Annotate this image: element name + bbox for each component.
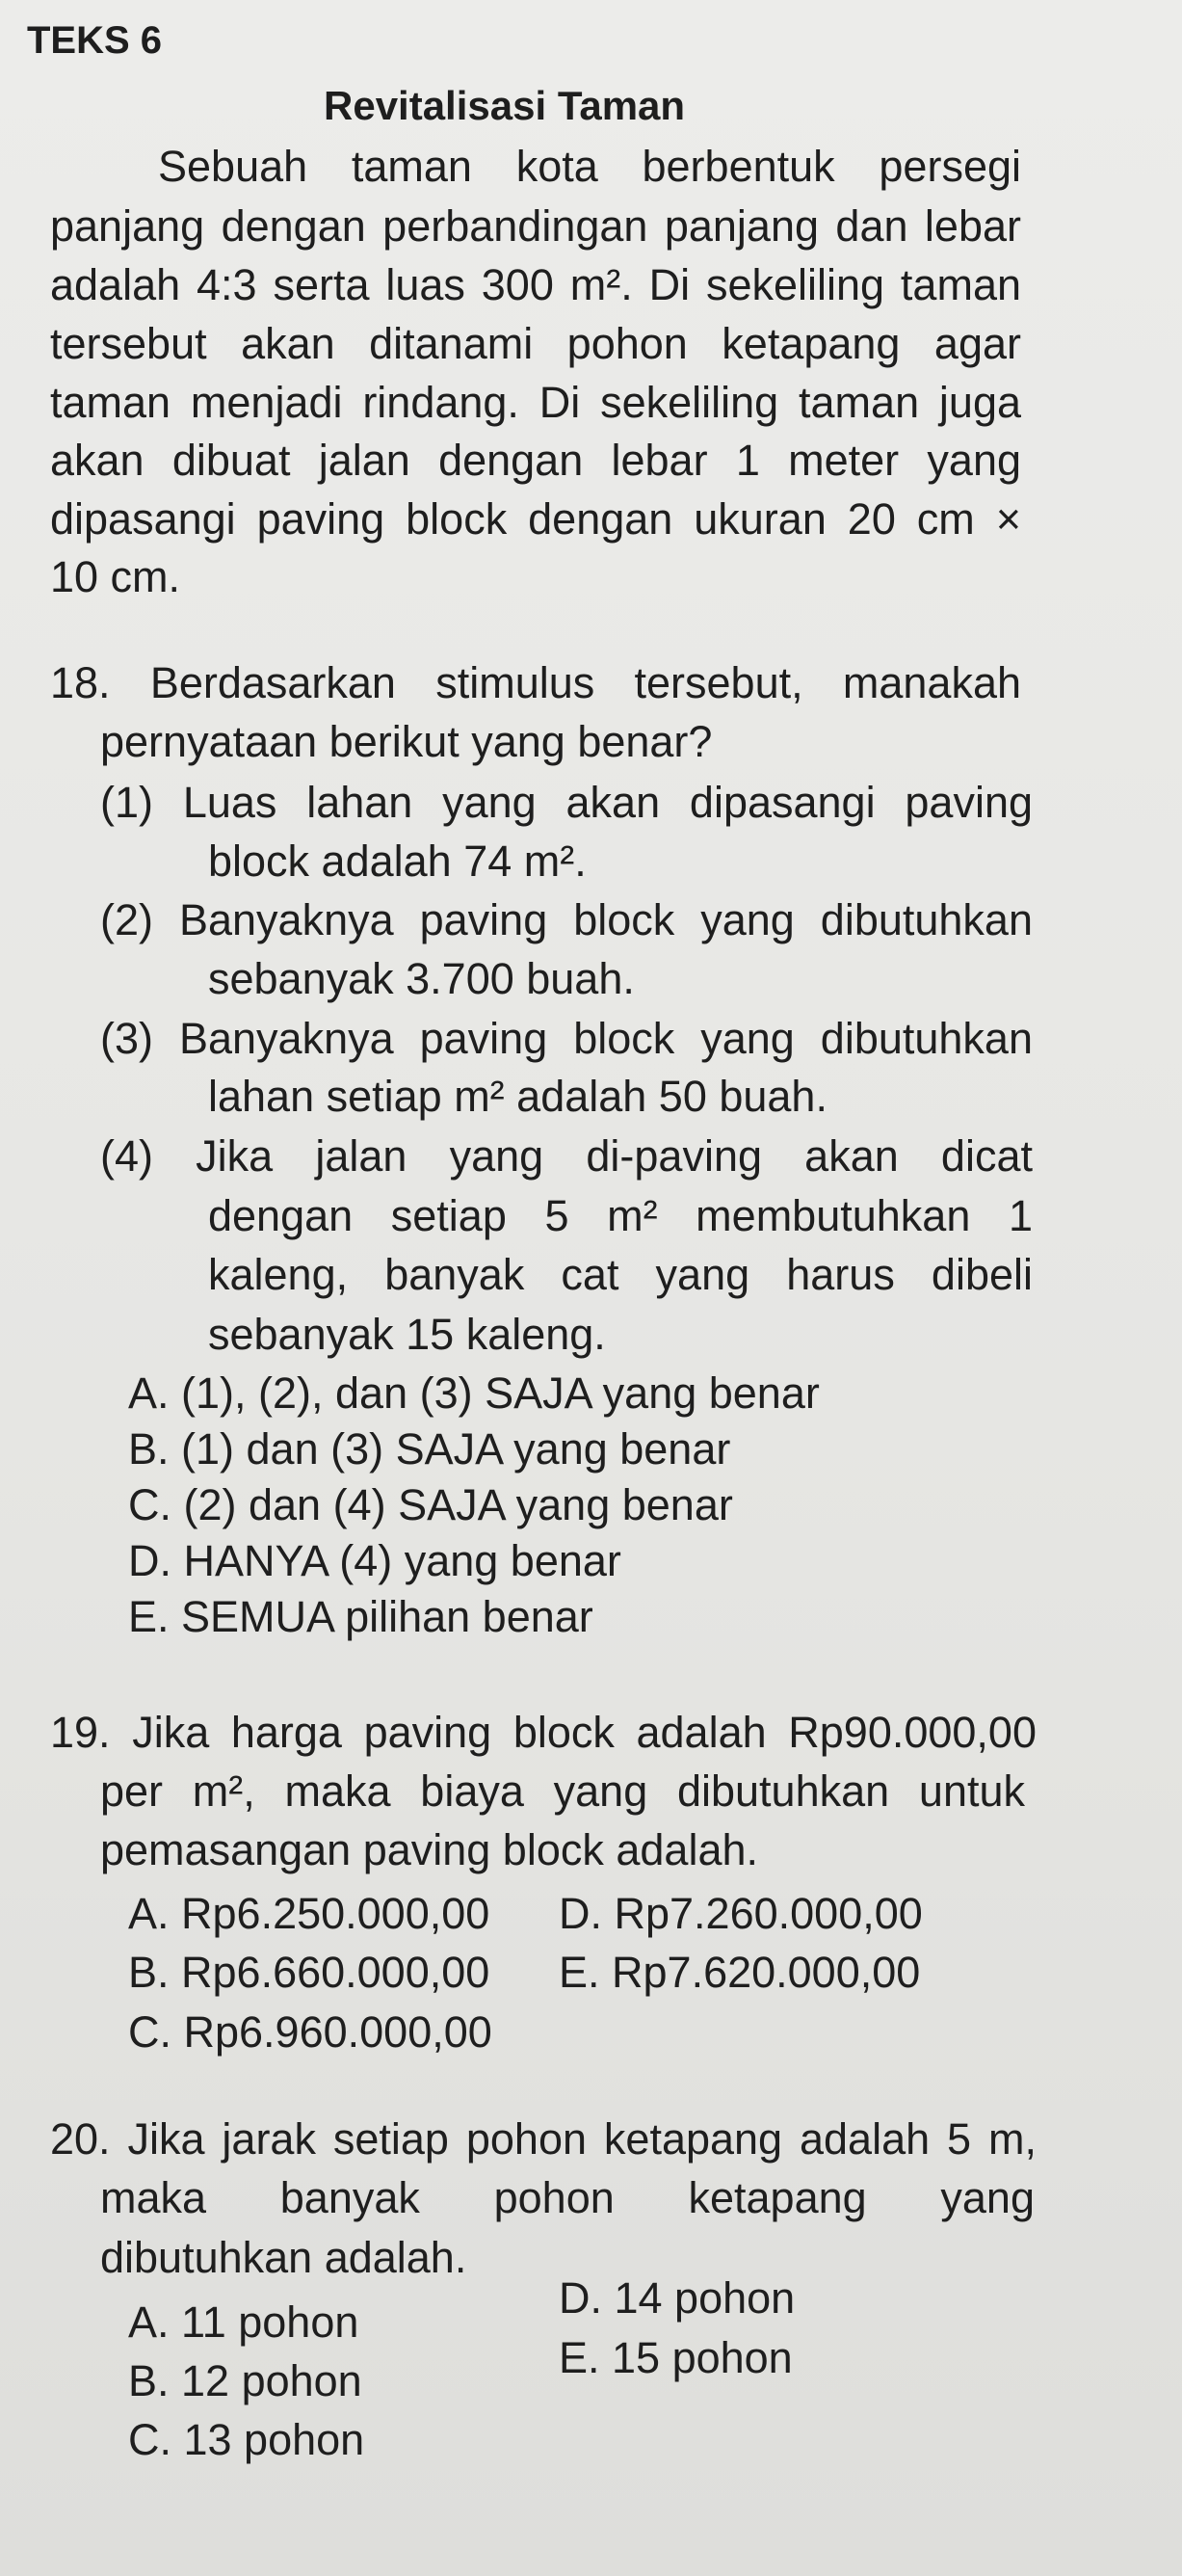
answer-option: D. 14 pohon — [559, 2273, 796, 2323]
stimulus-line: Sebuah taman kota berbentuk persegi — [158, 142, 1021, 191]
statement-line: (2) Banyaknya paving block yang dibutuhkan — [100, 895, 1033, 944]
statement-line: block adalah 74 m². — [208, 837, 587, 886]
stimulus-line: dipasangi paving block dengan ukuran 20 cm × — [50, 494, 1021, 544]
answer-option: E. 15 pohon — [559, 2333, 793, 2382]
section-label: TEKS 6 — [27, 19, 163, 62]
text-title: Revitalisasi Taman — [324, 83, 686, 128]
answer-option: A. Rp6.250.000,00 — [128, 1889, 490, 1938]
statement-line: kaleng, banyak cat yang harus dibeli — [208, 1250, 1033, 1299]
stimulus-line: 10 cm. — [50, 552, 181, 601]
statement-line: (1) Luas lahan yang akan dipasangi paving — [100, 778, 1033, 827]
statement-line: lahan setiap m² adalah 50 buah. — [208, 1072, 827, 1121]
stimulus-line: adalah 4:3 serta luas 300 m². Di sekeliling taman — [50, 260, 1021, 309]
statement-line: dengan setiap 5 m² membutuhkan 1 — [208, 1191, 1033, 1240]
question-20-stem: 20. Jika jarak setiap pohon ketapang adalah 5 m, — [50, 2114, 1037, 2164]
answer-option: A. (1), (2), dan (3) SAJA yang benar — [128, 1368, 820, 1418]
question-19-stem: per m², maka biaya yang dibutuhkan untuk — [100, 1766, 1025, 1816]
answer-option: E. SEMUA pilihan benar — [128, 1592, 593, 1641]
answer-option: B. 12 pohon — [128, 2356, 362, 2405]
stimulus-line: tersebut akan ditanami pohon ketapang agar — [50, 319, 1021, 368]
statement-line: (4) Jika jalan yang di-paving akan dicat — [100, 1131, 1033, 1181]
answer-option: B. Rp6.660.000,00 — [128, 1948, 490, 1997]
stimulus-line: panjang dengan perbandingan panjang dan lebar — [50, 201, 1021, 251]
stimulus-line: akan dibuat jalan dengan lebar 1 meter yang — [50, 436, 1021, 485]
question-20-stem: dibutuhkan adalah. — [100, 2233, 467, 2282]
answer-option: A. 11 pohon — [128, 2297, 359, 2347]
statement-line: sebanyak 15 kaleng. — [208, 1310, 606, 1359]
question-20-stem: maka banyak pohon ketapang yang — [100, 2173, 1035, 2222]
statement-line: (3) Banyaknya paving block yang dibutuhkan — [100, 1014, 1033, 1063]
answer-option: D. HANYA (4) yang benar — [128, 1536, 621, 1585]
answer-option: C. 13 pohon — [128, 2415, 365, 2464]
answer-option: C. Rp6.960.000,00 — [128, 2007, 492, 2057]
answer-option: B. (1) dan (3) SAJA yang benar — [128, 1424, 731, 1474]
question-18-stem: 18. Berdasarkan stimulus tersebut, manakah — [50, 658, 1021, 707]
answer-option: C. (2) dan (4) SAJA yang benar — [128, 1480, 733, 1529]
question-18-stem: pernyataan berikut yang benar? — [100, 717, 713, 766]
statement-line: sebanyak 3.700 buah. — [208, 954, 635, 1003]
answer-option: E. Rp7.620.000,00 — [559, 1948, 921, 1997]
stimulus-line: taman menjadi rindang. Di sekeliling taman juga — [50, 378, 1021, 427]
question-19-stem: 19. Jika harga paving block adalah Rp90.000,00 — [50, 1708, 1037, 1757]
question-19-stem: pemasangan paving block adalah. — [100, 1825, 758, 1874]
answer-option: D. Rp7.260.000,00 — [559, 1889, 923, 1938]
